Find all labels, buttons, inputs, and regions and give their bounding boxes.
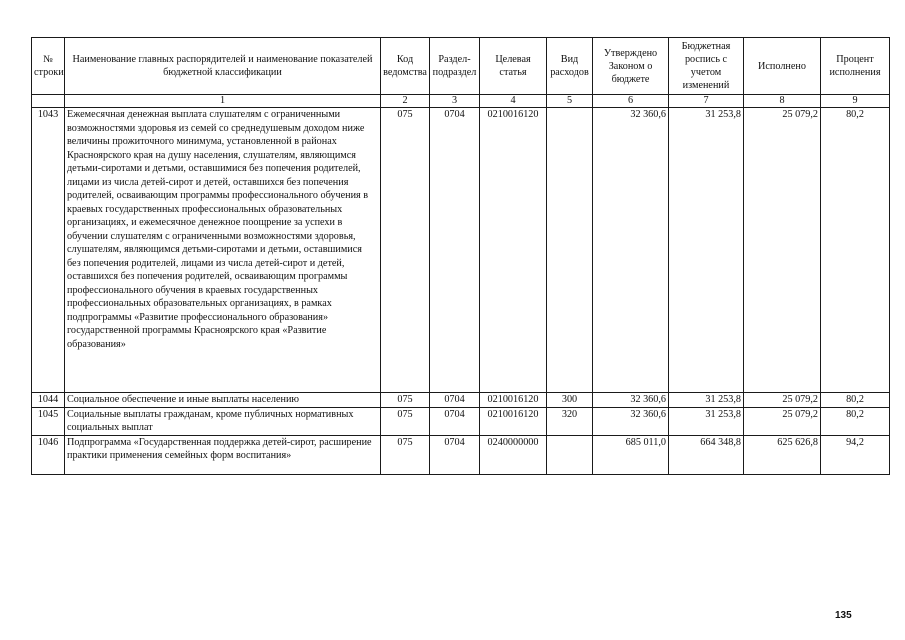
header-approved: Утверждено Законом о бюджете <box>593 38 669 95</box>
column-number-row <box>32 95 890 108</box>
row-dept-code: 075 <box>381 435 430 474</box>
column-number <box>32 95 65 108</box>
row-approved: 685 011,0 <box>593 435 669 474</box>
header-row-no: № строки <box>32 38 65 95</box>
row-budget: 31 253,8 <box>669 407 744 435</box>
row-budget: 664 348,8 <box>669 435 744 474</box>
row-section: 0704 <box>430 108 480 393</box>
header-target: Целевая статья <box>480 38 547 95</box>
row-percent: 80,2 <box>821 393 890 408</box>
row-executed: 625 626,8 <box>744 435 821 474</box>
row-name: Социальные выплаты гражданам, кроме публичных нормативных социальных выплат <box>65 407 381 435</box>
column-number: 6 <box>593 95 669 108</box>
row-expense-type <box>547 108 593 393</box>
row-percent: 94,2 <box>821 435 890 474</box>
header-name: Наименование главных распорядителей и наименование показателей бюджетной классификации <box>65 38 381 95</box>
row-expense-type <box>547 435 593 474</box>
budget-table <box>31 37 890 475</box>
row-dept-code: 075 <box>381 108 430 393</box>
page-number: 135 <box>835 610 852 621</box>
header-dept-code: Код ведомства <box>381 38 430 95</box>
table-row <box>32 407 890 435</box>
row-percent: 80,2 <box>821 407 890 435</box>
row-dept-code: 075 <box>381 393 430 408</box>
row-name: Социальное обеспечение и иные выплаты населению <box>65 393 381 408</box>
row-number: 1045 <box>32 407 65 435</box>
column-number: 8 <box>744 95 821 108</box>
row-budget: 31 253,8 <box>669 393 744 408</box>
row-target: 0210016120 <box>480 393 547 408</box>
row-name: Подпрограмма «Государственная поддержка детей-сирот, расширение практики применения семейных форм воспитания» <box>65 435 381 474</box>
column-number: 7 <box>669 95 744 108</box>
column-number: 2 <box>381 95 430 108</box>
header-row <box>32 38 890 95</box>
row-executed: 25 079,2 <box>744 407 821 435</box>
row-percent: 80,2 <box>821 108 890 393</box>
row-budget: 31 253,8 <box>669 108 744 393</box>
table-row <box>32 435 890 474</box>
table-row <box>32 108 890 393</box>
header-executed: Исполнено <box>744 38 821 95</box>
row-name: Ежемесячная денежная выплата слушателям с ограниченными возможностями здоровья из семей со среднедушевым доходом ниже величины прожиточного минимума, установленной в районах Красноярского края на душу населения, слушателям, являющимся детьми-сиротами и детьми, оставшимися без попечения родителей, лицами из числа детей-сирот и детей, оставшихся без попечения родителей, осваивающим программы профессионального обучения в краевых государственных профессиональных образовательных организациях, и ежемесячное денежное поощрение за успехи в обучении слушателям с ограниченными возможностями здоровья, слушателям, являющимся детьми-сиротами и детьми, оставшимися без попечения родителей, лицами из числа детей-сирот и детей, оставшихся без попечения родителей, осваивающим программы профессионального обучения в краевых государственных профессиональных образовательных организациях, в рамках подпрограммы «Развитие профессионального образования» государственной программы Красноярского края «Развитие образования» <box>65 108 381 393</box>
row-target: 0210016120 <box>480 407 547 435</box>
header-percent: Процент исполнения <box>821 38 890 95</box>
row-section: 0704 <box>430 435 480 474</box>
row-section: 0704 <box>430 393 480 408</box>
row-executed: 25 079,2 <box>744 393 821 408</box>
column-number: 9 <box>821 95 890 108</box>
column-number: 5 <box>547 95 593 108</box>
row-expense-type: 300 <box>547 393 593 408</box>
row-dept-code: 075 <box>381 407 430 435</box>
header-expense-type: Вид расходов <box>547 38 593 95</box>
row-number: 1043 <box>32 108 65 393</box>
column-number: 4 <box>480 95 547 108</box>
row-target: 0210016120 <box>480 108 547 393</box>
header-budget-list: Бюджетная роспись с учетом изменений <box>669 38 744 95</box>
row-number: 1046 <box>32 435 65 474</box>
row-executed: 25 079,2 <box>744 108 821 393</box>
column-number: 1 <box>65 95 381 108</box>
row-approved: 32 360,6 <box>593 108 669 393</box>
row-number: 1044 <box>32 393 65 408</box>
row-section: 0704 <box>430 407 480 435</box>
row-approved: 32 360,6 <box>593 393 669 408</box>
row-expense-type: 320 <box>547 407 593 435</box>
row-approved: 32 360,6 <box>593 407 669 435</box>
header-section: Раздел-подраздел <box>430 38 480 95</box>
column-number: 3 <box>430 95 480 108</box>
row-target: 0240000000 <box>480 435 547 474</box>
table-row <box>32 393 890 408</box>
